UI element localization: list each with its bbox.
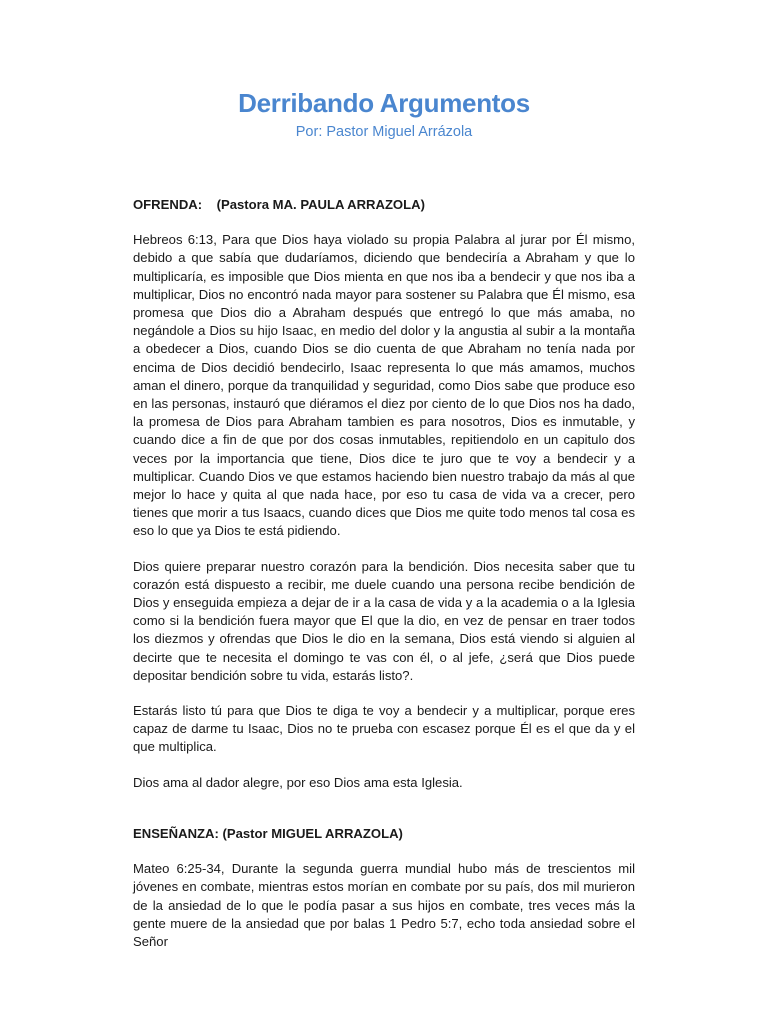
section-heading-ofrenda: OFRENDA: (Pastora MA. PAULA ARRAZOLA) [133,197,425,212]
paragraph: Hebreos 6:13, Para que Dios haya violado su propia Palabra al jurar por Él mismo, debido a que sabía que dudaríamos, diciendo que bendeciría a Abraham y que lo multiplicaría, es imposible que Dios mienta en que nos iba a bendecir y que nos iba a multiplicar, Dios no encontró nada mayor para sostener su Palabra que Él mismo, esa promesa que Dios dio a Abraham después que entregó lo que más amaba, no negándole a Dios su hijo Isaac, en medio del dolor y la angustia al subir a la montaña a obedecer a Dios, cuando Dios se dio cuenta de que Abraham no tenía nada por encima de Dios decidió bendecirlo, Isaac representa lo que más amamos, muchos aman el dinero, porque da tranquilidad y seguridad, como Dios sabe que produce eso en las personas, instauró que diéramos el diez por ciento de lo que Dios nos ha dado, la promesa de Dios para Abraham tambien es para nosotros, Dios es inmutable, y cuando dice a fin de que por dos cosas inmutables, repitiendolo en un capitulo dos veces por la importancia que tiene, Dios dice te juro que te voy a bendecir y a multiplicar. Cuando Dios ve que estamos haciendo bien nuestro trabajo da más al que mejor lo hace y quita al que nada hace, por eso tu casa de vida va a crecer, pero tienes que morir a tus Isaacs, cuando dices que Dios me quite todo menos tal cosa es eso lo que ya Dios te está pidiendo. [133,232,635,539]
paragraph: Dios quiere preparar nuestro corazón para la bendición. Dios necesita saber que tu corazón está dispuesto a recibir, me duele cuando una persona recibe bendición de Dios y enseguida empieza a dejar de ir a la casa de vida y a la academia o a la Iglesia como si la bendición fuera mayor que El que la dio, en vez de pensar en traer todos los diezmos y ofrendas que Dios le dio en la semana, Dios está viendo si alguien al decirte que te necesita el domingo te vas con él, o al jefe, ¿será que Dios puede depositar bendición sobre tu vida, estarás listo?. [133,558,635,683]
section-heading-ensenanza: ENSEÑANZA: (Pastor MIGUEL ARRAZOLA) [133,825,403,841]
document-author: Por: Pastor Miguel Arrázola [295,124,473,140]
paragraph: Estarás listo tú para que Dios te diga te voy a bendecir y a multiplicar, porque eres capaz de darme tu Isaac, Dios no te prueba con escasez porque Él es el que da y el que multiplica. [133,703,635,755]
document-body [133,196,635,968]
paragraph: Dios ama al dador alegre, por eso Dios ama esta Iglesia. [133,774,463,790]
document-title: Derribando Argumentos [238,88,530,118]
paragraph: Mateo 6:25-34, Durante la segunda guerra mundial hubo más de trescientos mil jóvenes en combate, mientras estos morían en combate por su país, dos mil murieron de la ansiedad de lo que le podía pasar a sus hijos en combate, tres veces más la gente muere de la ansiedad que por balas 1 Pedro 5:7, echo toda ansiedad sobre el Señor [133,861,635,949]
